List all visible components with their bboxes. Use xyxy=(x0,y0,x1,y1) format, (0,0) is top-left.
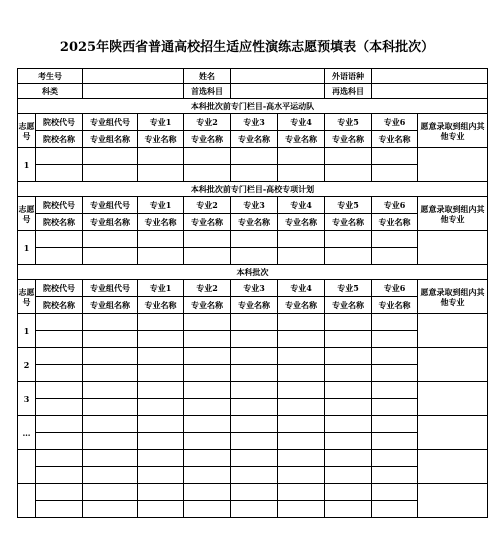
name-cell[interactable] xyxy=(184,399,231,416)
major-name-header: 专业名称 xyxy=(138,131,184,148)
name-cell[interactable] xyxy=(372,365,418,382)
major-2-header: 专业2 xyxy=(184,197,231,214)
name-cell[interactable] xyxy=(36,399,83,416)
name-cell[interactable] xyxy=(372,165,418,182)
code-cell[interactable] xyxy=(278,314,325,331)
code-cell[interactable] xyxy=(372,382,418,399)
name-cell[interactable] xyxy=(184,248,231,265)
major-5-header: 专业5 xyxy=(325,197,372,214)
name-cell[interactable] xyxy=(83,433,138,450)
major-name-header: 专业名称 xyxy=(231,297,278,314)
wish-row xyxy=(18,148,488,165)
name-cell[interactable] xyxy=(36,501,83,518)
code-cell[interactable] xyxy=(278,348,325,365)
code-cell[interactable] xyxy=(231,450,278,467)
group-name-header: 专业组名称 xyxy=(83,297,138,314)
wish-no-header: 志愿号 xyxy=(18,114,36,148)
code-cell[interactable] xyxy=(231,484,278,501)
school-code-header: 院校代号 xyxy=(36,197,83,214)
code-cell[interactable] xyxy=(83,348,138,365)
name-cell[interactable] xyxy=(83,399,138,416)
code-cell[interactable] xyxy=(231,382,278,399)
name-cell[interactable] xyxy=(278,467,325,484)
code-cell[interactable] xyxy=(138,416,184,433)
code-cell[interactable] xyxy=(184,450,231,467)
code-cell[interactable] xyxy=(36,416,83,433)
name-cell[interactable] xyxy=(325,165,372,182)
group-name-header: 专业组名称 xyxy=(83,214,138,231)
name-cell[interactable] xyxy=(83,501,138,518)
name-cell[interactable] xyxy=(138,248,184,265)
subject-type-field[interactable] xyxy=(83,84,184,99)
code-cell[interactable] xyxy=(184,416,231,433)
group-code-header: 专业组代号 xyxy=(83,114,138,131)
major-3-header: 专业3 xyxy=(231,280,278,297)
name-cell[interactable] xyxy=(231,501,278,518)
major-name-header: 专业名称 xyxy=(138,297,184,314)
code-cell[interactable] xyxy=(231,348,278,365)
code-cell[interactable] xyxy=(83,148,138,165)
major-name-header: 专业名称 xyxy=(325,131,372,148)
major-6-header: 专业6 xyxy=(372,197,418,214)
major-name-header: 专业名称 xyxy=(278,214,325,231)
adjust-cell[interactable] xyxy=(418,231,488,265)
wish-no-header: 志愿号 xyxy=(18,280,36,314)
major-name-header: 专业名称 xyxy=(231,131,278,148)
name-cell[interactable] xyxy=(372,501,418,518)
major-name-header: 专业名称 xyxy=(278,297,325,314)
second-subject-label: 再选科目 xyxy=(325,84,372,99)
name-cell[interactable] xyxy=(278,248,325,265)
name-cell[interactable] xyxy=(372,399,418,416)
wish-number xyxy=(18,450,36,484)
name-cell[interactable] xyxy=(372,433,418,450)
code-cell[interactable] xyxy=(83,450,138,467)
school-name-header: 院校名称 xyxy=(36,297,83,314)
name-cell[interactable] xyxy=(325,467,372,484)
code-cell[interactable] xyxy=(138,148,184,165)
name-cell[interactable] xyxy=(83,331,138,348)
name-cell[interactable] xyxy=(231,433,278,450)
foreign-lang-label: 外语语种 xyxy=(325,69,372,84)
name-cell[interactable] xyxy=(231,365,278,382)
adjust-cell[interactable] xyxy=(418,484,488,518)
exam-no-field[interactable] xyxy=(83,69,184,84)
name-cell[interactable] xyxy=(278,501,325,518)
code-cell[interactable] xyxy=(325,148,372,165)
name-label: 姓名 xyxy=(184,69,231,84)
code-cell[interactable] xyxy=(231,416,278,433)
code-cell[interactable] xyxy=(36,484,83,501)
major-name-header: 专业名称 xyxy=(231,214,278,231)
code-cell[interactable] xyxy=(278,148,325,165)
code-cell[interactable] xyxy=(83,314,138,331)
name-cell[interactable] xyxy=(372,331,418,348)
code-cell[interactable] xyxy=(325,416,372,433)
code-cell[interactable] xyxy=(278,416,325,433)
name-cell[interactable] xyxy=(325,501,372,518)
name-cell[interactable] xyxy=(83,248,138,265)
wish-row xyxy=(18,484,488,501)
info-row-2 xyxy=(18,84,488,99)
code-cell[interactable] xyxy=(372,231,418,248)
code-cell[interactable] xyxy=(138,450,184,467)
major-4-header: 专业4 xyxy=(278,280,325,297)
code-cell[interactable] xyxy=(231,148,278,165)
code-cell[interactable] xyxy=(278,382,325,399)
header-row xyxy=(18,131,488,148)
name-cell[interactable] xyxy=(36,365,83,382)
name-cell[interactable] xyxy=(83,165,138,182)
section-title: 本科批次前专门栏目-高校专项计划 xyxy=(18,182,488,197)
major-name-header: 专业名称 xyxy=(138,214,184,231)
major-2-header: 专业2 xyxy=(184,280,231,297)
header-row xyxy=(18,280,488,297)
name-cell[interactable] xyxy=(36,248,83,265)
wish-row xyxy=(18,348,488,365)
major-4-header: 专业4 xyxy=(278,114,325,131)
name-cell[interactable] xyxy=(184,467,231,484)
wish-row xyxy=(18,416,488,433)
name-cell[interactable] xyxy=(372,467,418,484)
group-name-header: 专业组名称 xyxy=(83,131,138,148)
code-cell[interactable] xyxy=(138,382,184,399)
code-cell[interactable] xyxy=(372,348,418,365)
name-cell[interactable] xyxy=(278,165,325,182)
name-cell[interactable] xyxy=(36,165,83,182)
code-cell[interactable] xyxy=(184,148,231,165)
name-cell[interactable] xyxy=(325,365,372,382)
code-cell[interactable] xyxy=(184,484,231,501)
wish-row xyxy=(18,165,488,182)
name-cell[interactable] xyxy=(325,248,372,265)
major-name-header: 专业名称 xyxy=(325,214,372,231)
code-cell[interactable] xyxy=(325,450,372,467)
name-cell[interactable] xyxy=(36,433,83,450)
major-name-header: 专业名称 xyxy=(184,297,231,314)
code-cell[interactable] xyxy=(138,484,184,501)
adjust-cell[interactable] xyxy=(418,416,488,450)
name-cell[interactable] xyxy=(184,501,231,518)
code-cell[interactable] xyxy=(325,484,372,501)
code-cell[interactable] xyxy=(184,231,231,248)
code-cell[interactable] xyxy=(36,450,83,467)
code-cell[interactable] xyxy=(36,348,83,365)
adjust-cell[interactable] xyxy=(418,382,488,416)
header-row xyxy=(18,114,488,131)
name-cell[interactable] xyxy=(325,331,372,348)
wish-number xyxy=(18,484,36,518)
name-cell[interactable] xyxy=(138,365,184,382)
code-cell[interactable] xyxy=(278,231,325,248)
code-cell[interactable] xyxy=(83,484,138,501)
major-1-header: 专业1 xyxy=(138,197,184,214)
code-cell[interactable] xyxy=(83,231,138,248)
major-2-header: 专业2 xyxy=(184,114,231,131)
wish-row xyxy=(18,399,488,416)
code-cell[interactable] xyxy=(231,231,278,248)
adjust-header: 愿意录取到组内其他专业 xyxy=(418,114,488,148)
wish-row xyxy=(18,467,488,484)
section-title: 本科批次前专门栏目-高水平运动队 xyxy=(18,99,488,114)
info-row-1 xyxy=(18,69,488,84)
code-cell[interactable] xyxy=(231,314,278,331)
first-subject-label: 首选科目 xyxy=(184,84,231,99)
major-name-header: 专业名称 xyxy=(372,131,418,148)
code-cell[interactable] xyxy=(278,484,325,501)
code-cell[interactable] xyxy=(36,314,83,331)
school-code-header: 院校代号 xyxy=(36,114,83,131)
major-1-header: 专业1 xyxy=(138,114,184,131)
wish-number: … xyxy=(18,416,36,450)
group-code-header: 专业组代号 xyxy=(83,197,138,214)
major-name-header: 专业名称 xyxy=(184,214,231,231)
adjust-cell[interactable] xyxy=(418,148,488,182)
adjust-cell[interactable] xyxy=(418,348,488,382)
code-cell[interactable] xyxy=(36,231,83,248)
section-title: 本科批次 xyxy=(18,265,488,280)
major-3-header: 专业3 xyxy=(231,197,278,214)
code-cell[interactable] xyxy=(372,484,418,501)
name-cell[interactable] xyxy=(83,467,138,484)
name-cell[interactable] xyxy=(184,365,231,382)
wish-number: 3 xyxy=(18,382,36,416)
name-cell[interactable] xyxy=(231,399,278,416)
name-cell[interactable] xyxy=(184,331,231,348)
form-title: 2025年陕西省普通高校招生适应性演练志愿预填表（本科批次） xyxy=(59,40,435,55)
major-6-header: 专业6 xyxy=(372,280,418,297)
code-cell[interactable] xyxy=(138,348,184,365)
wish-no-header: 志愿号 xyxy=(18,197,36,231)
name-cell[interactable] xyxy=(278,399,325,416)
code-cell[interactable] xyxy=(83,382,138,399)
wish-row xyxy=(18,501,488,518)
name-cell[interactable] xyxy=(278,331,325,348)
major-name-header: 专业名称 xyxy=(325,297,372,314)
header-row xyxy=(18,214,488,231)
section-title-row xyxy=(18,99,488,114)
code-cell[interactable] xyxy=(372,148,418,165)
exam-no-label: 考生号 xyxy=(18,69,83,84)
first-subject-field[interactable] xyxy=(231,84,325,99)
section-title-row xyxy=(18,182,488,197)
school-name-header: 院校名称 xyxy=(36,131,83,148)
code-cell[interactable] xyxy=(278,450,325,467)
name-cell[interactable] xyxy=(278,433,325,450)
code-cell[interactable] xyxy=(36,382,83,399)
adjust-header: 愿意录取到组内其他专业 xyxy=(418,197,488,231)
code-cell[interactable] xyxy=(36,148,83,165)
school-code-header: 院校代号 xyxy=(36,280,83,297)
second-subject-field[interactable] xyxy=(372,84,488,99)
wish-row xyxy=(18,433,488,450)
name-cell[interactable] xyxy=(278,365,325,382)
adjust-cell[interactable] xyxy=(418,450,488,484)
major-name-header: 专业名称 xyxy=(372,214,418,231)
code-cell[interactable] xyxy=(325,382,372,399)
adjust-header: 愿意录取到组内其他专业 xyxy=(418,280,488,314)
major-6-header: 专业6 xyxy=(372,114,418,131)
name-cell[interactable] xyxy=(138,399,184,416)
wish-number: 1 xyxy=(18,314,36,348)
code-cell[interactable] xyxy=(325,231,372,248)
wish-row xyxy=(18,450,488,467)
foreign-lang-field[interactable] xyxy=(372,69,488,84)
wish-row xyxy=(18,331,488,348)
name-cell[interactable] xyxy=(231,467,278,484)
code-cell[interactable] xyxy=(325,348,372,365)
major-5-header: 专业5 xyxy=(325,280,372,297)
code-cell[interactable] xyxy=(138,231,184,248)
wish-number: 1 xyxy=(18,231,36,265)
header-row xyxy=(18,197,488,214)
major-1-header: 专业1 xyxy=(138,280,184,297)
subject-type-label: 科类 xyxy=(18,84,83,99)
wish-row xyxy=(18,314,488,331)
name-cell[interactable] xyxy=(372,248,418,265)
name-cell[interactable] xyxy=(231,248,278,265)
code-cell[interactable] xyxy=(372,416,418,433)
wish-number: 2 xyxy=(18,348,36,382)
adjust-cell[interactable] xyxy=(418,314,488,348)
major-4-header: 专业4 xyxy=(278,197,325,214)
name-cell[interactable] xyxy=(184,165,231,182)
major-3-header: 专业3 xyxy=(231,114,278,131)
name-cell[interactable] xyxy=(83,365,138,382)
wish-row xyxy=(18,365,488,382)
preference-form-table xyxy=(17,68,488,518)
code-cell[interactable] xyxy=(184,314,231,331)
name-cell[interactable] xyxy=(138,331,184,348)
name-cell[interactable] xyxy=(36,331,83,348)
code-cell[interactable] xyxy=(372,450,418,467)
wish-number: 1 xyxy=(18,148,36,182)
section-title-row xyxy=(18,265,488,280)
name-cell[interactable] xyxy=(36,467,83,484)
group-code-header: 专业组代号 xyxy=(83,280,138,297)
major-name-header: 专业名称 xyxy=(278,131,325,148)
code-cell[interactable] xyxy=(325,314,372,331)
name-field[interactable] xyxy=(231,69,325,84)
wish-row xyxy=(18,382,488,399)
major-name-header: 专业名称 xyxy=(184,131,231,148)
name-cell[interactable] xyxy=(231,331,278,348)
name-cell[interactable] xyxy=(138,501,184,518)
header-row xyxy=(18,297,488,314)
name-cell[interactable] xyxy=(231,165,278,182)
code-cell[interactable] xyxy=(184,348,231,365)
wish-row xyxy=(18,231,488,248)
wish-row xyxy=(18,248,488,265)
name-cell[interactable] xyxy=(325,399,372,416)
name-cell[interactable] xyxy=(325,433,372,450)
code-cell[interactable] xyxy=(83,416,138,433)
code-cell[interactable] xyxy=(372,314,418,331)
code-cell[interactable] xyxy=(138,314,184,331)
name-cell[interactable] xyxy=(138,165,184,182)
name-cell[interactable] xyxy=(138,467,184,484)
code-cell[interactable] xyxy=(184,382,231,399)
name-cell[interactable] xyxy=(184,433,231,450)
name-cell[interactable] xyxy=(138,433,184,450)
school-name-header: 院校名称 xyxy=(36,214,83,231)
major-name-header: 专业名称 xyxy=(372,297,418,314)
major-5-header: 专业5 xyxy=(325,114,372,131)
